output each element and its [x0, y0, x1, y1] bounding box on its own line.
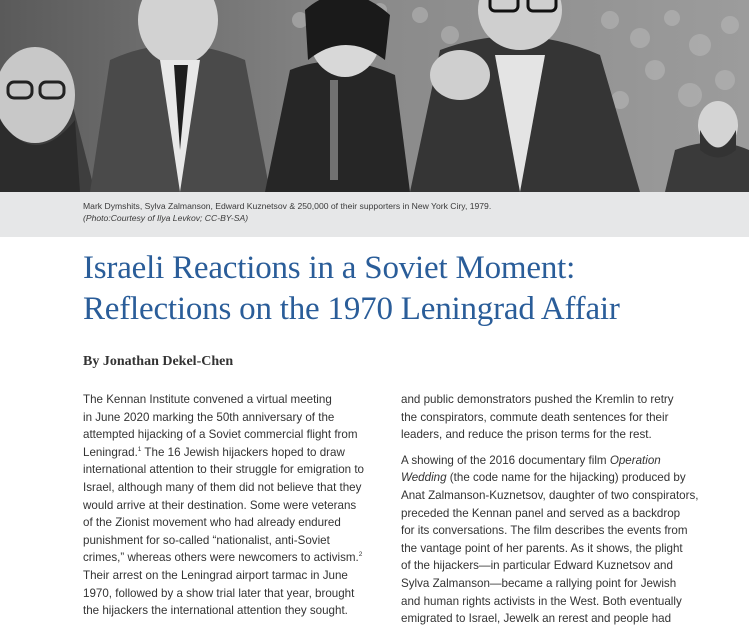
text-line: Sylva Zalmanson—became a rallying point for Jewish: [401, 576, 677, 590]
text-line: Israel, although many of them did not believe that they: [83, 480, 362, 494]
text-run: A showing of the 2016 documentary film: [401, 453, 610, 467]
byline: By Jonathan Dekel-Chen: [83, 354, 234, 369]
text-line: would arrive at their destination. Some were veterans: [83, 498, 357, 512]
photo-caption: [83, 200, 683, 224]
text-line: and public demonstrators pushed the Kremlin to retry: [401, 393, 674, 406]
text-line: preceded the Kennan panel and served as a backdrop: [401, 506, 681, 520]
text-line: [83, 549, 401, 567]
body-column-left: [83, 391, 401, 628]
text-line: and human rights activists in the West. Both eventually: [401, 594, 682, 608]
title-line-2: Reflections on the 1970 Leningrad Affair: [83, 291, 620, 327]
text-line: 1970, followed by a show trial later that year, brought: [83, 586, 355, 600]
title-line-1: Israeli Reactions in a Soviet Moment:: [83, 250, 576, 286]
text-line: [401, 452, 719, 470]
text-line: punishment for so-called “nationalist, anti-Soviet: [83, 533, 330, 547]
text-line: in June 2020 marking the 50th anniversary of the: [83, 410, 335, 424]
paragraph: [401, 391, 719, 444]
photo-credit: (Photo:Courtesy of Ilya Levkov; CC-BY-SA): [83, 213, 249, 223]
crowd-photo-image: [0, 0, 749, 192]
text-line: of the hijackers—in particular Edward Kuznetsov and: [401, 559, 673, 573]
text-line: for its conversations. The film describes the events from: [401, 524, 688, 538]
film-title: Wedding: [401, 471, 447, 485]
text-run: (the code name for the hijacking) produced by: [446, 471, 686, 485]
text-line: the vantage point of her parents. As it shows, the plight: [401, 541, 683, 555]
article-title: [83, 248, 733, 330]
text-run: The 16 Jewish hijackers hoped to draw: [141, 445, 345, 459]
text-line: emigrated to Israel, Jewelk an rerest and people had: [401, 612, 672, 626]
caption-text: Mark Dymshits, Sylva Zalmanson, Edward Kuznetsov & 250,000 of their supporters in New York Ciry, 1979.: [83, 201, 492, 211]
film-title: Operation: [609, 453, 661, 467]
text-line: The Kennan Institute convened a virtual meeting: [83, 393, 332, 406]
text-run: crimes,” whereas others were newcomers to activism.: [83, 551, 359, 565]
text-line: Anat Zalmanson-Kuznetsov, daughter of two conspirators,: [401, 488, 699, 502]
text-line: Their arrest on the Leningrad airport tarmac in June: [83, 568, 348, 582]
text-line: attempted hijacking of a Soviet commercial flight from: [83, 428, 358, 442]
text-line: international attention to their struggle for emigration to: [83, 463, 364, 477]
text-run: Leningrad.: [83, 445, 138, 459]
body-column-right: [401, 391, 719, 636]
text-line: leaders, and reduce the prison terms for the rest.: [401, 428, 652, 442]
paragraph: [83, 391, 401, 620]
text-line: the conspirators, commute death sentences for their: [401, 410, 669, 424]
footnote-ref-1: 1: [137, 445, 142, 453]
text-line: [401, 469, 719, 487]
footnote-ref-2: 2: [358, 551, 363, 559]
header-photo: [0, 0, 749, 192]
paragraph: [401, 452, 719, 628]
text-line: of the Zionist movement who had already endured: [83, 516, 341, 530]
text-line: [83, 444, 401, 462]
text-line: the hijackers the international attention they sought.: [83, 604, 348, 618]
